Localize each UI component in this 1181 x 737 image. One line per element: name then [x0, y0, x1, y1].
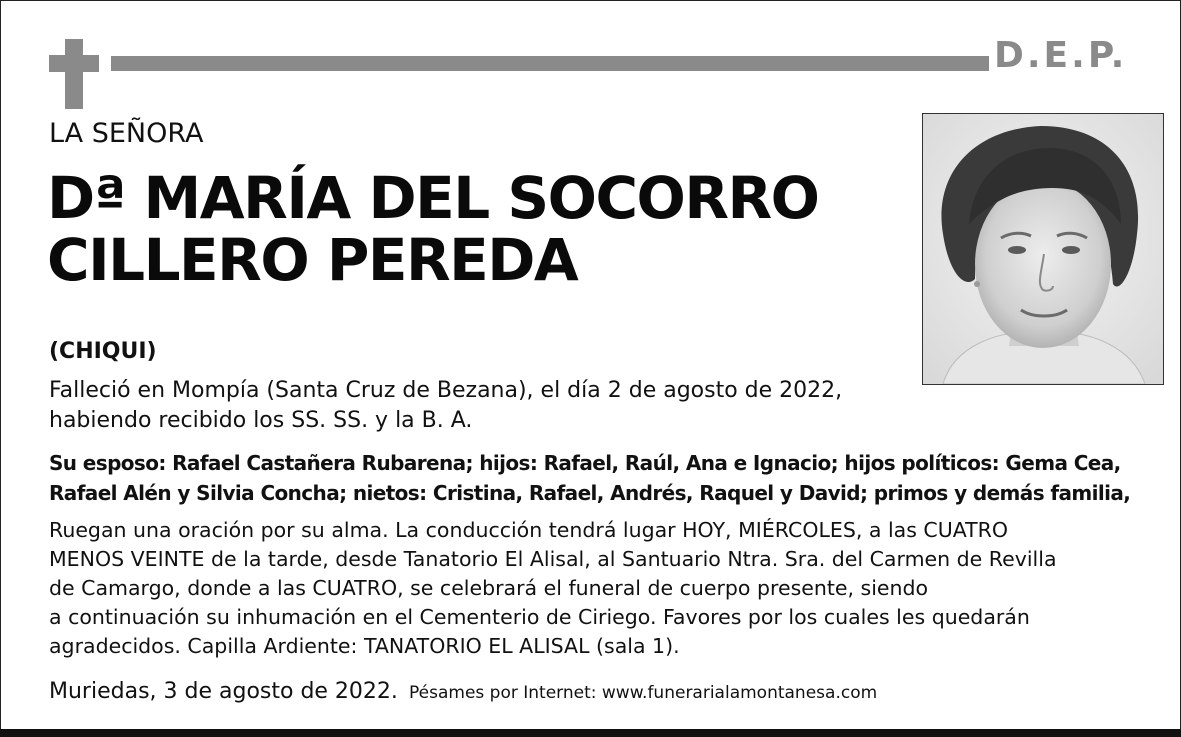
- family-list: [49, 448, 1149, 508]
- family-list-line-1: Su esposo: Rafael Castañera Rubarena; hijos: Rafael, Raúl, Ana e Ignacio; hijos políticos: Gema Cea,: [49, 451, 1121, 475]
- condolences-link[interactable]: Pésames por Internet: www.funerarialamontanesa.com: [409, 683, 878, 703]
- ceremony-line: MENOS VEINTE de la tarde, desde Tanatorio El Alisal, al Santuario Ntra. Sra. del Carmen de Revilla: [49, 547, 1057, 571]
- ceremony-line: a continuación su inhumación en el Cementerio de Ciriego. Favores por los cuales les quedarán: [49, 605, 1030, 629]
- nickname: (CHIQUI): [49, 339, 157, 364]
- ceremony-line: agradecidos. Capilla Ardiente: TANATORIO EL ALISAL (sala 1).: [49, 634, 680, 658]
- deceased-name: [47, 164, 907, 294]
- cross-icon-bar: [49, 55, 99, 72]
- portrait-photo: [922, 113, 1164, 385]
- ceremony-line: Ruegan una oración por su alma. La conducción tendrá lugar HOY, MIÉRCOLES, a las CUATRO: [49, 518, 1009, 542]
- death-notice: [49, 376, 909, 436]
- footer: [49, 679, 877, 704]
- deceased-name-line-1: Dª MARÍA DEL SOCORRO: [47, 164, 819, 232]
- ceremony-line: de Camargo, donde a las CUATRO, se celebrará el funeral de cuerpo presente, siendo: [49, 576, 929, 600]
- death-notice-line-1: Falleció en Mompía (Santa Cruz de Bezana), el día 2 de agosto de 2022,: [49, 378, 843, 403]
- honorific: LA SEÑORA: [49, 118, 204, 149]
- portrait-image: [923, 114, 1163, 384]
- bottom-rule: [0, 729, 1181, 737]
- family-list-line-2: Rafael Alén y Silvia Concha; nietos: Cristina, Rafael, Andrés, Raquel y David; primos y demás familia,: [49, 481, 1131, 505]
- cross-icon: [65, 39, 83, 109]
- place-date: Muriedas, 3 de agosto de 2022.: [49, 679, 398, 704]
- deceased-name-line-2: CILLERO PEREDA: [47, 226, 578, 294]
- ceremony-details: [49, 516, 1149, 661]
- dep-badge: D.E.P.: [994, 35, 1128, 76]
- death-notice-line-2: habiendo recibido los SS. SS. y la B. A.: [49, 408, 473, 433]
- header-rule: [111, 56, 989, 71]
